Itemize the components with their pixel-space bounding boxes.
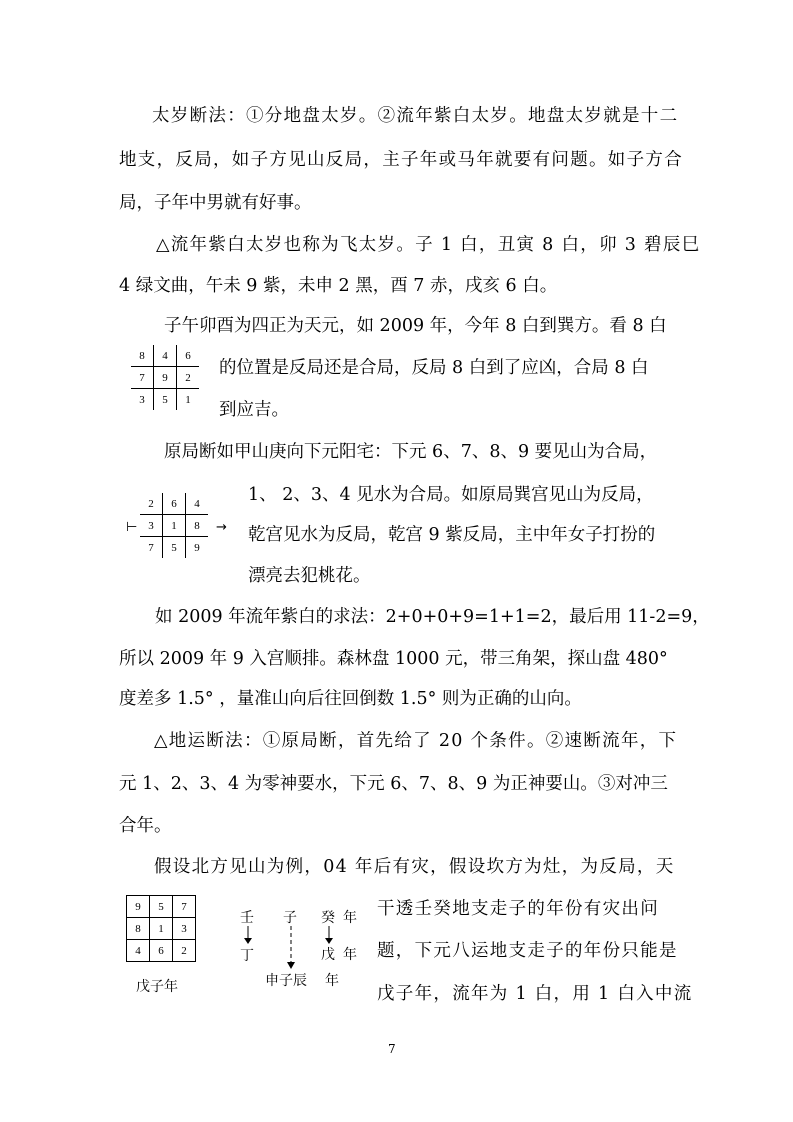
text-line-16: △地运断法：①原局断，首先给了 20 个条件。②速断流年，下	[154, 731, 678, 751]
text-line-1: 太岁断法：①分地盘太岁。②流年紫白太岁。地盘太岁就是十二	[152, 106, 679, 126]
grid-cell: 4	[186, 493, 209, 515]
grid-cell: 5	[150, 896, 173, 918]
left-tee-arrow-icon: ⊢	[126, 520, 138, 535]
text-line-12: 漂亮去犯桃花。	[248, 566, 371, 586]
text-line-7: 的位置是反局还是合局，反局 8 白到了应凶，合局 8 白	[219, 358, 649, 378]
text-line-15: 度差多 1.5° ，量准山向后往回倒数 1.5° 则为正确的山向。	[119, 689, 582, 709]
diagram-shenzichen: 申子辰	[265, 973, 307, 989]
diagram-ding: 丁	[240, 948, 254, 964]
text-line-4: △流年紫白太岁也称为飞太岁。子 1 白，丑寅 8 白，卯 3 碧辰巳	[156, 235, 701, 255]
text-line-8: 到应吉。	[219, 400, 289, 420]
grid-cell: 9	[154, 367, 177, 389]
grid-cell: 3	[131, 389, 154, 411]
diagram-zi: 子	[283, 910, 297, 926]
text-line-5: 4 绿文曲，午未 9 紫，未申 2 黑，酉 7 赤，戌亥 6 白。	[119, 276, 558, 296]
page-number: 7	[388, 1042, 396, 1056]
down-arrow-icon	[240, 925, 256, 945]
diagram-wu: 戊	[321, 947, 335, 963]
text-line-20: 干透壬癸地支走子的年份有灾出问	[377, 899, 659, 919]
grid-cell: 4	[154, 345, 177, 367]
diagram-nian-1: 年	[343, 910, 357, 926]
grid-cell: 9	[127, 896, 150, 918]
grid-cell: 6	[177, 345, 200, 367]
diagram-ren: 壬	[240, 910, 254, 926]
grid-cell: 1	[163, 515, 186, 537]
text-line-10: 1、 2、3、4 见水为合局。如原局巽宫见山为反局，	[248, 485, 654, 505]
grid-cell: 8	[186, 515, 209, 537]
text-line-6: 子午卯酉为四正为天元，如 2009 年，今年 8 白到巽方。看 8 白	[164, 316, 667, 336]
grid-cell: 3	[140, 515, 163, 537]
grid-cell: 7	[131, 367, 154, 389]
grid-cell: 2	[140, 493, 163, 515]
text-line-3: 局，子年中男就有好事。	[119, 193, 312, 213]
grid-3-caption: 戊子年	[136, 979, 178, 995]
diagram-nian-2: 年	[343, 947, 357, 963]
grid-cell: 4	[127, 940, 150, 962]
grid-cell: 9	[194, 541, 200, 554]
grid-cell: 6	[163, 493, 186, 515]
grid-cell: 7	[140, 537, 163, 559]
text-line-13: 如 2009 年流年紫白的求法：2+0+0+9=1+1=2，最后用 11-2=9，	[155, 607, 710, 627]
nine-palace-grid-3	[126, 895, 196, 962]
grid-cell: 1	[150, 918, 173, 940]
grid-cell: 7	[173, 896, 196, 918]
grid-cell: 5	[163, 537, 186, 559]
diagram-nian-3: 年	[325, 973, 339, 989]
down-arrow-icon	[321, 925, 337, 945]
diagram-gui: 癸	[321, 910, 335, 926]
dashed-down-arrow-icon	[283, 925, 299, 971]
text-line-18: 合年。	[119, 816, 172, 836]
grid-cell: 1	[185, 393, 191, 406]
grid-cell: 2	[173, 940, 196, 962]
text-line-9: 原局断如甲山庚向下元阳宅：下元 6、7、8、9 要见山为合局，	[164, 442, 658, 462]
grid-cell: 8	[127, 918, 150, 940]
text-line-21: 题，下元八运地支走子的年份只能是	[377, 941, 678, 961]
text-line-19: 假设北方见山为例，04 年后有灾，假设坎方为灶，为反局，天	[154, 857, 675, 877]
grid-cell: 8	[131, 345, 154, 367]
text-line-22: 戊子年，流年为 1 白，用 1 白入中流	[377, 984, 693, 1004]
grid-cell: 3	[173, 918, 196, 940]
text-line-14: 所以 2009 年 9 入宫顺排。森林盘 1000 元，带三角架，探山盘 480°	[119, 649, 668, 669]
text-line-11: 乾宫见水为反局，乾宫 9 紫反局，主中年女子打扮的	[248, 525, 656, 545]
text-line-2: 地支，反局，如子方见山反局，主子年或马年就要有问题。如子方合	[119, 150, 683, 170]
grid-cell: 6	[150, 940, 173, 962]
grid-cell: 2	[177, 367, 200, 389]
text-line-17: 元 1、2、3、4 为零神要水，下元 6、7、8、9 为正神要山。③对冲三	[119, 774, 668, 794]
nine-palace-grid-2	[140, 493, 208, 558]
grid-cell: 5	[154, 389, 177, 411]
nine-palace-grid-1	[131, 345, 199, 410]
right-arrow-icon: →	[216, 520, 227, 535]
